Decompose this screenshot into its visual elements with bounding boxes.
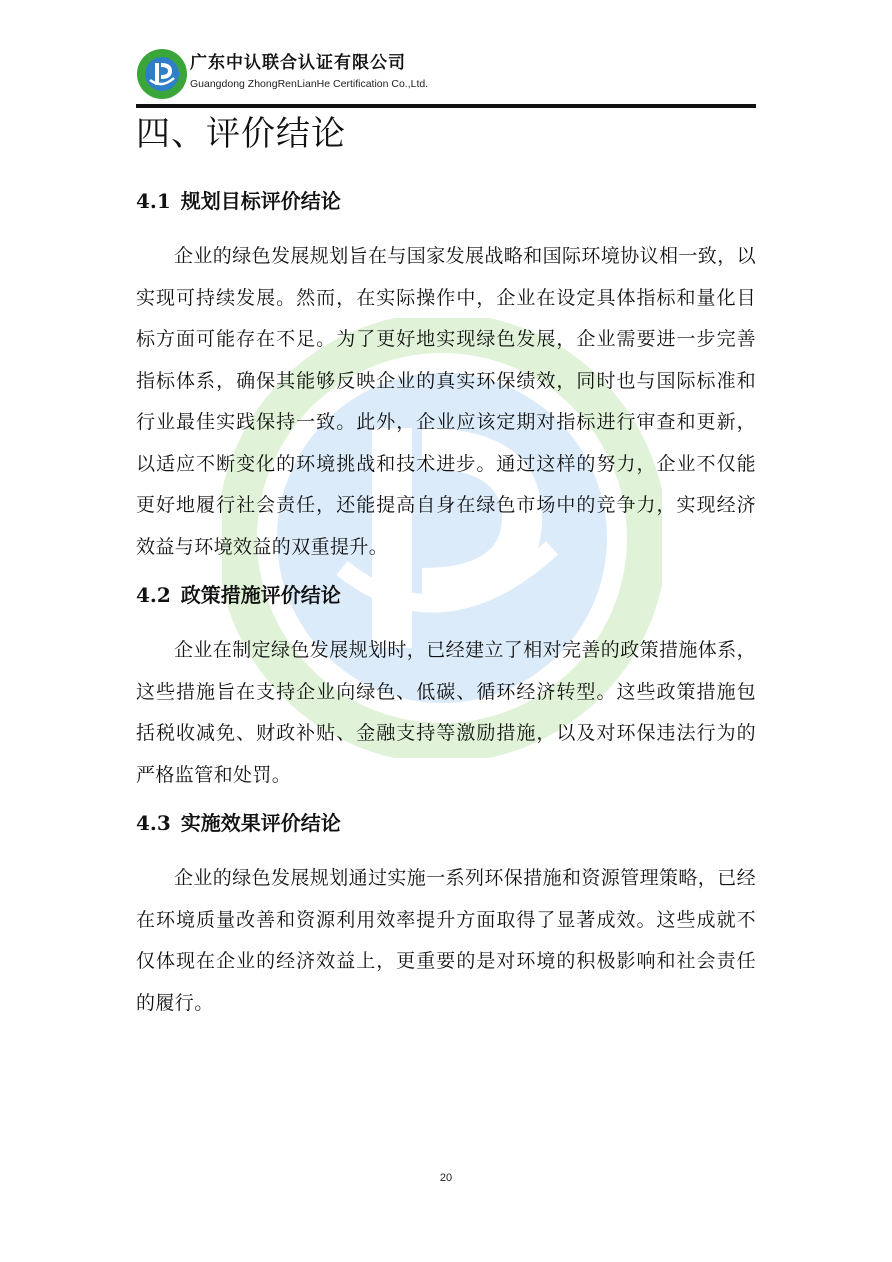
section-paragraph: 企业的绿色发展规划通过实施一系列环保措施和资源管理策略，已经在环境质量改善和资源利用效率提升方面取得了显著成效。这些成就不仅体现在企业的经济效益上，更重要的是对环境的积极影响和社会责任的履行。 (136, 867, 757, 1014)
page-number: 20 (439, 1172, 453, 1184)
chapter-title: 四、评价结论 (136, 114, 346, 154)
section-heading (136, 186, 756, 216)
section-4-3 (136, 808, 756, 1024)
section-title: 实施效果评价结论 (180, 811, 341, 835)
section-number: 4.2 (136, 583, 171, 607)
section-number: 4.1 (136, 189, 171, 213)
section-title: 政策措施评价结论 (180, 583, 341, 607)
section-number: 4.3 (136, 811, 171, 835)
page-content (136, 112, 756, 1024)
section-heading (136, 808, 756, 838)
company-logo (136, 48, 188, 100)
section-4-1 (136, 186, 756, 568)
section-paragraph: 企业的绿色发展规划旨在与国家发展战略和国际环境协议相一致，以实现可持续发展。然而，在实际操作中，企业在设定具体指标和量化目标方面可能存在不足。为了更好地实现绿色发展，企业需要进一步完善指标体系，确保其能够反映企业的真实环保绩效，同时也与国际标准和行业最佳实践保持一致。此外，企业应该定期对指标进行审查和更新，以适应不断变化的环境挑战和技术进步。通过这样的努力，企业不仅能更好地履行社会责任，还能提高自身在绿色市场中的竞争力，实现经济效益与环境效益的双重提升。 (136, 245, 757, 558)
company-name-en: Guangdong ZhongRenLianHe Certification Co.,Ltd. (190, 78, 429, 90)
section-4-2 (136, 580, 756, 796)
header-divider (136, 104, 756, 108)
section-title: 规划目标评价结论 (180, 189, 341, 213)
section-heading (136, 580, 756, 610)
section-paragraph: 企业在制定绿色发展规划时，已经建立了相对完善的政策措施体系，这些措施旨在支持企业向绿色、低碳、循环经济转型。这些政策措施包括税收减免、财政补贴、金融支持等激励措施，以及对环保违法行为的严格监管和处罚。 (136, 639, 757, 786)
company-name-cn: 广东中认联合认证有限公司 (190, 53, 406, 73)
document-header (136, 44, 756, 106)
